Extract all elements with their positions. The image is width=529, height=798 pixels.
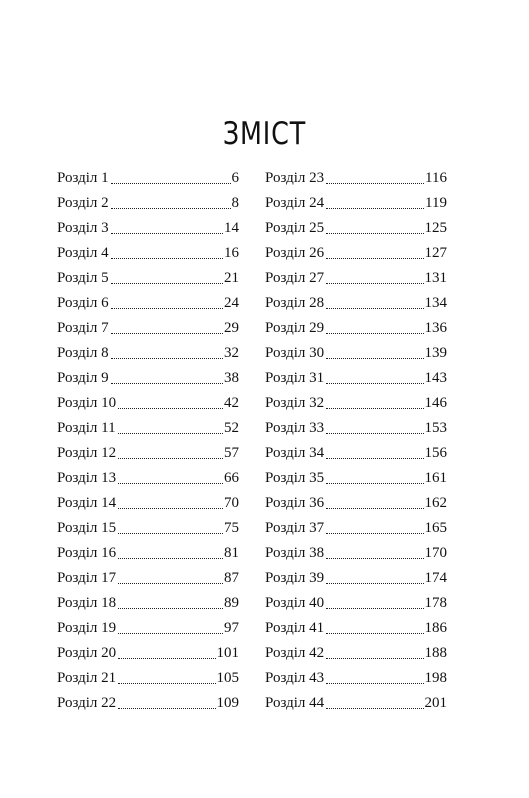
dot-leader (326, 282, 423, 284)
toc-entry[interactable] (265, 313, 447, 338)
toc-chapter-label: Розділ 16 (57, 545, 117, 561)
dot-leader (326, 557, 423, 559)
toc-entry[interactable] (265, 188, 447, 213)
toc-page-number: 70 (224, 495, 239, 511)
toc-chapter-label: Розділ 14 (57, 495, 117, 511)
dot-leader (326, 257, 423, 259)
toc-chapter-label: Розділ 34 (265, 445, 325, 461)
toc-page-number: 134 (424, 295, 447, 311)
toc-left-column (57, 163, 239, 713)
toc-entry[interactable] (265, 338, 447, 363)
toc-page-number: 52 (224, 420, 239, 436)
toc-page-number: 174 (424, 570, 447, 586)
dot-leader (118, 582, 223, 584)
toc-chapter-label: Розділ 29 (265, 320, 325, 336)
toc-chapter-label: Розділ 15 (57, 520, 117, 536)
toc-chapter-label: Розділ 25 (265, 220, 325, 236)
toc-page-number: 87 (224, 570, 239, 586)
toc-chapter-label: Розділ 35 (265, 470, 325, 486)
toc-page-number: 38 (224, 370, 239, 386)
toc-entry[interactable] (265, 388, 447, 413)
toc-entry[interactable] (57, 413, 239, 438)
toc-chapter-label: Розділ 38 (265, 545, 325, 561)
dot-leader (118, 482, 223, 484)
dot-leader (111, 207, 231, 209)
toc-entry[interactable] (265, 513, 447, 538)
toc-chapter-label: Розділ 23 (265, 170, 325, 186)
toc-page-number: 29 (224, 320, 239, 336)
toc-chapter-label: Розділ 27 (265, 270, 325, 286)
toc-entry[interactable] (57, 363, 239, 388)
toc-entry[interactable] (57, 538, 239, 563)
toc-entry[interactable] (265, 163, 447, 188)
toc-chapter-label: Розділ 9 (57, 370, 109, 386)
dot-leader (111, 357, 223, 359)
toc-page-number: 119 (425, 195, 447, 211)
toc-entry[interactable] (57, 463, 239, 488)
toc-entry[interactable] (265, 463, 447, 488)
dot-leader (326, 457, 423, 459)
toc-entry[interactable] (265, 638, 447, 663)
toc-entry[interactable] (57, 238, 239, 263)
toc-page-number: 186 (424, 620, 447, 636)
toc-page-number: 127 (424, 245, 447, 261)
dot-leader (326, 707, 423, 709)
dot-leader (326, 682, 423, 684)
toc-entry[interactable] (265, 538, 447, 563)
toc-chapter-label: Розділ 11 (57, 420, 116, 436)
dot-leader (111, 382, 223, 384)
toc-page-number: 131 (424, 270, 447, 286)
toc-entry[interactable] (57, 338, 239, 363)
toc-page-number: 116 (425, 170, 447, 186)
toc-page-number: 8 (231, 195, 239, 211)
toc-chapter-label: Розділ 17 (57, 570, 117, 586)
dot-leader (326, 407, 423, 409)
toc-chapter-label: Розділ 3 (57, 220, 109, 236)
dot-leader (118, 457, 223, 459)
dot-leader (118, 432, 223, 434)
dot-leader (326, 507, 423, 509)
dot-leader (118, 532, 223, 534)
dot-leader (111, 307, 223, 309)
toc-page-number: 139 (424, 345, 447, 361)
toc-page-number: 81 (224, 545, 239, 561)
dot-leader (118, 507, 223, 509)
toc-chapter-label: Розділ 40 (265, 595, 325, 611)
toc-chapter-label: Розділ 42 (265, 645, 325, 661)
toc-page-number: 178 (424, 595, 447, 611)
toc-entry[interactable] (57, 438, 239, 463)
dot-leader (326, 332, 423, 334)
toc-page-number: 16 (224, 245, 239, 261)
toc-chapter-label: Розділ 7 (57, 320, 109, 336)
toc-page-number: 66 (224, 470, 239, 486)
toc-chapter-label: Розділ 8 (57, 345, 109, 361)
toc-chapter-label: Розділ 39 (265, 570, 325, 586)
toc-chapter-label: Розділ 12 (57, 445, 117, 461)
toc-page-number: 89 (224, 595, 239, 611)
toc-page-number: 101 (216, 645, 239, 661)
toc-page-number: 75 (224, 520, 239, 536)
toc-chapter-label: Розділ 24 (265, 195, 325, 211)
dot-leader (118, 682, 215, 684)
toc-right-column (265, 163, 447, 713)
toc-entry[interactable] (265, 663, 447, 688)
toc-page-number: 24 (224, 295, 239, 311)
toc-page-number: 143 (424, 370, 447, 386)
toc-chapter-label: Розділ 37 (265, 520, 325, 536)
dot-leader (111, 232, 223, 234)
toc-entry[interactable] (57, 663, 239, 688)
dot-leader (111, 182, 231, 184)
toc-entry[interactable] (57, 563, 239, 588)
toc-chapter-label: Розділ 36 (265, 495, 325, 511)
toc-entry[interactable] (265, 438, 447, 463)
toc-page-number: 57 (224, 445, 239, 461)
toc-page-number: 170 (424, 545, 447, 561)
toc-page-number: 198 (424, 670, 447, 686)
toc-chapter-label: Розділ 18 (57, 595, 117, 611)
toc-page-number: 105 (216, 670, 239, 686)
toc-entry[interactable] (265, 213, 447, 238)
toc-chapter-label: Розділ 26 (265, 245, 325, 261)
page-title: ЗМІСТ (222, 116, 307, 152)
dot-leader (326, 307, 423, 309)
toc-chapter-label: Розділ 33 (265, 420, 325, 436)
toc-page-number: 201 (424, 695, 447, 711)
toc-page-number: 109 (216, 695, 239, 711)
dot-leader (118, 407, 223, 409)
dot-leader (111, 257, 223, 259)
toc-entry[interactable] (57, 388, 239, 413)
toc-chapter-label: Розділ 32 (265, 395, 325, 411)
toc-entry[interactable] (57, 638, 239, 663)
toc-entry[interactable] (57, 188, 239, 213)
toc-entry[interactable] (57, 513, 239, 538)
toc-entry[interactable] (265, 488, 447, 513)
toc-chapter-label: Розділ 21 (57, 670, 117, 686)
toc-page-number: 162 (424, 495, 447, 511)
toc-chapter-label: Розділ 10 (57, 395, 117, 411)
toc-chapter-label: Розділ 43 (265, 670, 325, 686)
toc-entry[interactable] (57, 613, 239, 638)
dot-leader (326, 607, 423, 609)
toc-chapter-label: Розділ 44 (265, 695, 325, 711)
dot-leader (326, 482, 423, 484)
toc-chapter-label: Розділ 30 (265, 345, 325, 361)
toc-chapter-label: Розділ 13 (57, 470, 117, 486)
toc-page-number: 125 (424, 220, 447, 236)
dot-leader (326, 657, 423, 659)
dot-leader (118, 632, 223, 634)
toc-entry[interactable] (57, 163, 239, 188)
dot-leader (326, 357, 423, 359)
toc-entry[interactable] (265, 588, 447, 613)
toc-page-number: 146 (424, 395, 447, 411)
toc-chapter-label: Розділ 2 (57, 195, 109, 211)
toc-entry[interactable] (57, 263, 239, 288)
toc-page-number: 161 (424, 470, 447, 486)
toc-page-number: 188 (424, 645, 447, 661)
toc-chapter-label: Розділ 6 (57, 295, 109, 311)
dot-leader (326, 382, 423, 384)
dot-leader (118, 607, 223, 609)
toc-page-number: 136 (424, 320, 447, 336)
toc-entry[interactable] (57, 588, 239, 613)
toc-entry[interactable] (57, 288, 239, 313)
dot-leader (326, 532, 423, 534)
dot-leader (326, 632, 423, 634)
toc-entry[interactable] (265, 563, 447, 588)
dot-leader (326, 182, 424, 184)
dot-leader (326, 232, 423, 234)
toc-page-number: 97 (224, 620, 239, 636)
toc-entry[interactable] (57, 313, 239, 338)
toc-page-number: 6 (231, 170, 239, 186)
toc-entry[interactable] (265, 613, 447, 638)
toc-page-number: 14 (224, 220, 239, 236)
toc-entry[interactable] (265, 288, 447, 313)
dot-leader (118, 707, 215, 709)
toc-entry[interactable] (265, 688, 447, 713)
dot-leader (326, 432, 423, 434)
toc-entry[interactable] (265, 238, 447, 263)
toc-entry[interactable] (265, 413, 447, 438)
dot-leader (326, 582, 423, 584)
toc-page-number: 165 (424, 520, 447, 536)
toc-chapter-label: Розділ 19 (57, 620, 117, 636)
toc-chapter-label: Розділ 41 (265, 620, 325, 636)
dot-leader (326, 207, 424, 209)
toc-entry[interactable] (57, 488, 239, 513)
toc-chapter-label: Розділ 20 (57, 645, 117, 661)
toc-page-number: 32 (224, 345, 239, 361)
dot-leader (118, 557, 223, 559)
toc-chapter-label: Розділ 31 (265, 370, 325, 386)
toc-page-number: 42 (224, 395, 239, 411)
toc-chapter-label: Розділ 5 (57, 270, 109, 286)
toc-entry[interactable] (57, 688, 239, 713)
toc-entry[interactable] (265, 263, 447, 288)
dot-leader (118, 657, 215, 659)
dot-leader (111, 282, 223, 284)
toc-page-number: 21 (224, 270, 239, 286)
toc-chapter-label: Розділ 22 (57, 695, 117, 711)
dot-leader (111, 332, 223, 334)
toc-entry[interactable] (57, 213, 239, 238)
toc-chapter-label: Розділ 28 (265, 295, 325, 311)
toc-entry[interactable] (265, 363, 447, 388)
toc-chapter-label: Розділ 1 (57, 170, 109, 186)
toc-chapter-label: Розділ 4 (57, 245, 109, 261)
toc-page-number: 153 (424, 420, 447, 436)
toc-page-number: 156 (424, 445, 447, 461)
